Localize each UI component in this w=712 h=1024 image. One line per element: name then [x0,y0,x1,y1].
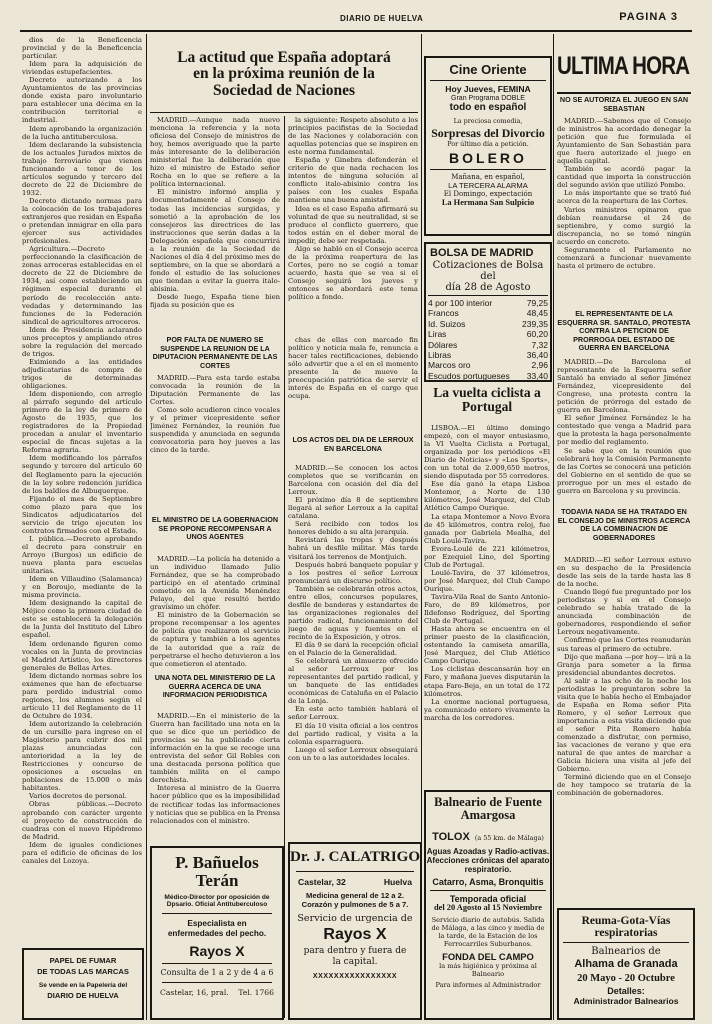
paragraph: I. pública.—Decreto aprobando el decreto para construir en Arroyo (Burgos) un edificio de nueva planta para escuelas unitarias. [22,534,142,576]
reuma-line5: Administrador Balnearios [573,996,679,1007]
article-lerroux [288,464,418,836]
paragraph: Como solo acudieron cinco vocales y el primer vicepresidente señor Jiménez Fernández, la reunión fue suspendida y anunciada en segunda convocatoria para hoy jueves a las cinco de la tarde. [150,406,280,455]
paragraph: Terminó diciendo que en el Consejo de hoy tampoco se trataría de la combinación de gobernadores. [557,773,691,798]
paragraph: Se celebrará un almuerzo ofrecido al señor Lerroux por los representantes del partido radical, y un banquete de las entidades económicas de Cataluña en el Palacio de la Lonja. [288,657,418,706]
paragraph: Varios decretos de personal. [29,792,127,801]
paragraph: dios de la Beneficencia provincial y de la Beneficencia particular. [22,36,142,61]
bolsa-table [426,298,550,381]
headline-santalo: EL REPRESENTANTE DE LA ESQUERRA SR. SANTALO, PROTESTA CONTRA LA PETICION DE PRORROGA DEL ESTADO DE GUERRA EN BARCELONA [557,310,691,353]
ad-calatrigo-name: Dr. J. CALATRIGO [290,849,421,865]
ad-calatrigo-city: Huelva [383,876,412,887]
paragraph: Idem para la adquisición de viviendas estupefacientes. [22,60,142,77]
paragraph: También se acordó pagar la cantidad que importa la construcción del segundo avión que utilizó Pombo. [557,165,691,190]
bolsa-row [426,371,550,381]
ultima-hora-banner [557,52,693,92]
article-santalo [557,358,691,506]
cine-film3: La Hermana San Sulpicio [441,198,535,208]
headline-suspende: POR FALTA DE NUMERO SE SUSPENDE LA REUNION DE LA DIPUTACION PERMANENTE DE LAS CORTES [152,336,278,370]
paragraph: Cuando llegó fue preguntado por los periodistas y si en el Consejo celebrado se había tratado de la anunciada combinación de gobernadores, respondiendo el señor Lerroux negativamente. [557,588,691,637]
paragraph: Lo más importante que se trató fué acerca de la reapertura de las Cortes. [557,189,691,206]
cine-line8: El Domingo, expectación [443,190,533,199]
paragraph: MADRID.—El señor Lerroux estuvo en su despacho de la Presidencia desde las seis de la tarde hasta las 8 de la noche. [557,556,691,589]
paragraph: Decreto dictando normas para la colocación de los trabajadores extranjeros que residan en España o pretendan inmigrar en ella para ejercer sus actividades profesionales. [22,196,142,246]
paragraph: MADRID.—Para esta tarde estaba convocada la reunión de la Diputación Permanente de las Cortes. [150,374,280,407]
paragraph: También se celebrarán otros actos, entre ellos, concursos populares, desfile de banderas y estandartes de las organizaciones regionales del partido radical, funcionamiento del juego de aguas y fuentes en el recinto de la Exposición, y otros. [288,584,418,641]
reuma-line2: Alhama de Granada [574,958,678,971]
bolsa-label: Marcos oro [428,360,471,371]
reuma-line1: Balnearios de [591,946,661,958]
paragraph: España y Ginebra defenderán el criterio de que nada rechacen los intentos de ninguna solución al conflicto italo-abisinio contra los países con los cuales España mantiene una buena amistad. [288,156,418,205]
header-title: DIARIO DE HUELVA [340,14,424,23]
paragraph: Será recibido con todos los honores debido a su alta jerarquía. [288,520,418,537]
paragraph: El próximo día 8 de septiembre llegará al señor Lerroux a la capital catalana. [288,496,418,521]
paragraph: Idem de Presidencia aclarando unos preceptos y ampliando otros sobre la regulación del mercado de trigos. [22,325,142,358]
paragraph: El ministro de la Gobernación se propone recompensar a los agentes de policía que realizaron el servicio de captura y también a los agentes de la autoridad que a raíz de perpetrarse el hecho detuvieron a los que cometieron el atentado. [150,611,280,668]
bolsa-value: 79,25 [526,298,548,308]
paragraph: Eximiendo a las entidades adjudicatarias de compra de trigos de determinadas obligaciones. [22,357,142,391]
bolsa-label: Liras [428,329,447,340]
paragraph: El día 9 se dará la recepción oficial en el Palacio de la Generalidad. [288,641,418,658]
ad-papel-line1: PAPEL DE FUMAR [49,956,117,965]
ad-balneario-tolox [424,790,552,1020]
paragraph: Obras públicas.—Decreto aprobando con carácter urgente el proyecto de construcción de cuadras con el nuevo Hipódromo de Madrid. [22,800,142,841]
headline-vuelta-line2: Portugal [461,399,513,415]
paragraph: Idem dictando normas sobre los exámenes que han de efectuarse para perdido industrial como regiones, los alumnos según el artículo 11 del Reglamento de 11 de Octubre de 1934. [22,671,142,720]
headline-vuelta-line1: La vuelta ciclista a [433,386,541,400]
tolox-fonda: FONDA DEL CAMPO [442,950,534,962]
headline-gobernadores: TODAVIA NADA SE HA TRATADO EN EL CONSEJO DE MINISTROS ACERCA DE LA COMBINACION DE GOBERNADORES [557,508,691,542]
ad-banuelos-line3: Especialista en enfermedades del pecho. [167,918,267,938]
paragraph: Idem autorizando la celebración de un cursillo para ingreso en el Magisterio para cubrir dos mil plazas anunciadas con anterioridad a la ley de Restricciones y concurso de oposiciones a escuelas en poblaciones de 15.000 o más habitantes. [22,719,142,793]
main-headline-line3: Sociedad de Naciones [212,81,356,99]
ad-banuelos-line1: Médico-Director por oposición de [164,893,270,901]
article-gobernadores [557,556,691,904]
ad-calatrigo-line1: Medicina general de 12 a 2. [306,890,404,900]
paragraph: Se sabe que en la reunión que celebrará hoy la Comisión Permanente de las Cortes se conocerá una petición del Gobierno en el sentido de que se prorrogue por un mes el estado de guerra en Barcelona y su provincia. [557,446,691,495]
headline-vuelta [424,386,550,422]
bolsa-label: Dólares [428,339,458,350]
paragraph: Varios ministros opinaron que debían reanudarse el 24 de septiembre, y como surgió la discrepancia, no se tomó ningún acuerdo en concreto. [557,205,691,246]
cine-line5: Por último día a petición. [447,140,529,149]
paragraph: Fijando el mes de Septiembre como plazo para que los Sindicatos adjudicatarios del servicio de trigo ejecuten los contratos firmados con el Estado. [22,494,142,535]
paragraph: Idem de iguales condiciones para el edificio de oficinas de los canales del Lozoya. [22,840,142,865]
paragraph: Revistará las tropas y después habrá un desfile militar. Más tarde visitará los terrenos de Montjuich. [288,536,418,561]
paragraph: Loulé-Tavira, de 37 kilómetros, por José Marquez, del Club Campo Ourique. [424,568,550,593]
article-nota-guerra [150,712,280,842]
ad-calatrigo-rayos: Rayos X [323,925,387,943]
bolsa-row [426,360,550,370]
main-headline [150,50,418,116]
paragraph: Seguramente el Parlamento no comenzará a funcionar nuevamente hasta el primero de octubre. [557,245,691,270]
paragraph: MADRID.—La policía ha detenido a un individuo llamado Julio Fernández, que se ha comprobado participó en el atentado criminal cometido en la Avenida Menéndez Pelayo, del que resultó herido gravísimo un chófer. [150,555,280,612]
paragraph: El día 10 visita oficial a los centros del partido radical, y visita a la colonia esparraguera. [288,721,418,746]
paragraph: Al salir a las ocho de la noche los periodistas le preguntaron sobre la visita que le había hecho el Embajador de España en Roma señor Pita Romero, y el señor Lerroux que importancia a esta visita diciendo que el señor Pita Romero había comenzado a disfrutar, con permiso, las vacaciones de verano y que era natural de que antes de marchar a Galicia hiciera una visita al jefe del Gobierno. [557,676,691,774]
ad-papel-line2: DE TODAS LAS MARCAS [37,967,129,976]
paragraph: Después habrá banquete popular y a los postres el señor Lerroux pronunciará un discurso político. [288,560,418,585]
main-headline-line1: La actitud que España adoptará [177,50,391,66]
cine-line7: LA TERCERA ALARMA [448,181,528,191]
bolsa-title: BOLSA DE MADRID [430,247,534,259]
ad-calatrigo-line5: para dentro y fuera de la capital. [303,945,407,967]
cine-line3: todo en español [449,102,527,113]
ad-reuma-alhama [557,908,695,1020]
paragraph: En este acto también hablará el señor Lerroux. [288,705,418,722]
column-decrees [22,36,142,944]
paragraph: Interesa al ministro de la Guerra hacer público que es la imposibilidad de rectificar todas las informaciones y noticias que se publica en la Prensa relacionados con el ministro. [150,784,280,825]
headline-juego: NO SE AUTORIZA EL JUEGO EN SAN SEBASTIAN [559,96,689,113]
tolox-line5: la más higiénica y próxima al Balneario [439,961,537,978]
ad-banuelos-name: P. Bañuelos Terán [175,853,259,890]
bolsa-row [426,340,550,350]
bolsa-value: 7,32 [531,339,548,350]
bolsa-label: Escudos portugueses [428,370,510,381]
page-number: PAGINA 3 [619,11,678,23]
main-headline-line2: en la próxima reunión de la [193,65,375,83]
tolox-line3: Catarro, Asma, Bronquitis [432,876,544,887]
paragraph: Idem modificando los párrafos segundo y tercero del artículo 60 del Reglamento para la ejecución de la ley sobre redención jurídica de los baldíos de Albuquerque. [22,454,142,495]
bolsa-label: 4 por 100 interior [428,298,493,308]
cine-title: Cine Oriente [449,62,527,77]
bolsa-label: Libras [428,350,452,361]
bolsa-row [426,350,550,360]
paragraph: MADRID.—Sabemos que el Consejo de ministros ha acordado denegar la petición que fue formulada el Ayuntamiento de San Sebastián para que fuera autorizado el juego en aquella capital. [557,117,691,166]
ad-banuelos-rayos: Rayos X [189,942,245,959]
paragraph: Idem ordenando figuren como vocales en la Junta de provincias el Madrid Artístico, los directores generales de Bellas Artes. [22,639,142,672]
bolsa-value: 48,45 [526,308,548,319]
cine-line2: Gran Programa DOBLE [451,95,525,102]
ad-banuelos-address: Castelar, 16, pral. [160,987,229,997]
article-vuelta [424,424,550,784]
ad-banuelos-tel: Tel. 1766 [238,987,274,997]
bolsa-madrid [424,242,552,382]
ad-calatrigo-border: XXXXXXXXXXXXXXXX [312,972,398,980]
bolsa-subtitle1: Cotizaciones de Bolsa del [432,260,544,282]
bolsa-label: Francos [428,308,459,319]
ad-papel-fumar [22,948,144,1020]
reuma-title: Reuma-Gota-Vías respiratorias [581,915,671,940]
paragraph: Idem en Villaudino (Salamanca) y en Boroujo, mediante de la misma provincia. [22,575,142,600]
paragraph: Luego el señor Lerroux obsequiará con un te a las autoridades locales. [288,745,418,762]
paragraph: Idea es el caso España afirmará su voluntad de que su neutralidad, si se produce el conflicto guerrero, que todos están en el deber moral de impedir, debe ser respetada. [288,204,418,245]
paragraph: Évora-Loulé de 221 kilómetros, por Ezequiel Lino, del Sporting Club de Portugal. [424,544,550,569]
paragraph: Idem declarando la subsistencia de los actuales Jurados mixtos de trabajo ferroviario que vienen funcionando a tenor de los artículos segundo y tercero del decreto de 22 de Diciembre de 1932. [22,140,142,197]
tolox-line6: Para informes al Administrador [435,980,541,989]
ultima-hora-title: ULTIMA HORA [557,52,690,80]
paragraph: Tavira-Vila Real de Santo Antonio-Faro, de 89 kilómetros, por Ildefonso Rodríguez, del Sporting Club de Portugal. [424,592,550,626]
reuma-line3: 20 Mayo - 20 Octubre [577,973,675,985]
tolox-line1: Aguas Azoadas y Radio-activas. [426,847,550,856]
bolsa-value: 33,40 [526,370,548,381]
bolsa-row [426,329,550,339]
paragraph: El señor Jiménez Fernández le ha contestado que venga a Madrid para que la protesta la haga personalmente por medio del reglamento. [557,414,691,447]
paragraph: MADRID.—De Barcelona el representante de la Esquerra señor Santaló ha enviado al señor Jiménez Fernández, vicepresidente del Congreso, una protesta contra la petición de prórroga del estado de guerra en Barcelona. [557,358,691,415]
paragraph: La etapa Montemor a Novo Évora de 45 kilómetros, contra reloj, fue ganada por Gabriela Mealha, del Club Loulé-Tavira. [424,512,550,545]
paragraph: MADRID.—En el ministerio de la Guerra han facilitado una nota en la que se dice que un periódico de provincias se ha publicado cierta información en la que se recoge una entrevista del señor Gil Robles con una destacada persona política que también milita en el campo derechista. [150,712,280,785]
paragraph: Hasta ahora se encuentra en el primer puesto de la clasificación, ostentando la camiseta amarilla, José Marquez, del Club Atlético Campo Ourique. [424,625,550,666]
ad-banuelos-hours: Consulta de 1 a 2 y de 4 a 6 [160,967,274,977]
paragraph: LISBOA.—El último domingo empezó, con el mayor entusiasmo, la VI Vuelta Ciclista a Portugal, organizada por los periódicos «El Diario de Noticias» y «Los Sports», con un total de 2.009,650 metros, siendo disputada por 55 corredores. [424,424,550,481]
paragraph: Desde luego, España tiene bien fijada su posición que es [150,293,280,310]
main-article-col-a [150,116,280,334]
tolox-season-title: Temporada oficial [449,893,527,904]
paragraph: Confirmó que las Cortes reanudarán sus tareas el primero de octubre. [557,636,691,653]
article-juego [557,117,691,307]
headline-gobernacion: EL MINISTRO DE LA GOBERNACION SE PROPONE RECOMPENSAR A UNOS AGENTES [151,516,279,542]
paragraph: Agricultura.—Decreto perfeccionando la clasificación de zonas arroceras establecidas en el decreto de 22 de Diciembre de 1934, así como estableciendo un régimen especial durante el período de recolección ante-vedadas y determinando las funciones de la Federación sindical de agricultores arroceros. [22,245,142,326]
tolox-line4: Servicio diario de autobús. Salida de Málaga, a las cinco y media de la tarde, de la Estación de los Ferrocarriles Suburbanos. [431,915,545,948]
cine-line6: Mañana, en español, [451,173,525,182]
main-article-continuation [288,336,418,434]
article-gobernacion [150,555,280,673]
bolsa-label: Id. Suizos [428,318,466,329]
paragraph: Idem designando la capital de Méjico como la primera ciudad de este se establecerá la delegación de la Junta del Instituto del Libro español. [22,599,142,640]
paragraph: Idem disponiendo, con arreglo al párrafo segundo del artículo primero de la ley de primero de Agosto de 1935, que los registradores de la Propiedad procedan a anular el inventario especial de fincas sujetas a la Reforma agraria. [22,390,142,455]
paragraph: Dijo que mañana —por hoy— irá a la Granja para someter a la firma presidencial abundantes decretos. [557,652,691,677]
paragraph: Algo se habló en el Consejo acerca de la próxima reapertura de las Cortes, pero no se cogió a tomar acuerdo, hasta que se vea si el Consejo seguirá los jueves y entonces se abordará este tema político a fondo. [288,244,418,302]
cine-line4: La preciosa comedia, [453,117,523,125]
bolsa-row [426,319,550,329]
paragraph: MADRID.—Aunque nada nuevo menciona la referencia y la nota oficiosa del Consejo de ministros de hoy, hemos averiguado que la parte más interesante de la deliberación ministerial fue la deliberación que hizo el ministro de Estado señor Rocha en lo que se refiere a la política internacional. [150,116,280,189]
headline-nota-guerra: UNA NOTA DEL MINISTERIO DE LA GUERRA ACERCA DE UNA INFORMACION PERIODISTICA [154,674,276,700]
paragraph: Idem aprobando la organización de la lucha antituberculosa. [22,124,142,141]
paragraph: Los ciclistas descansarán hoy en Faro, y mañana jueves disputarán la etapa Faro-Beja, en un total de 172 kilómetros. [424,665,550,698]
paragraph: El ministro informó amplia y documentadamente al Consejo de todas las incidencias surgidas, y sometió a la aprobación de los consejeros las directrices de las instrucciones que serán dadas a la Delegación española que concurrirá a la reunión de la Sociedad de Naciones el día 4 del próximo mes de septiembre, en la que se abordará a fondo el estudio de las soluciones que tiendan a evitar la guerra italo-abisinia. [150,188,280,293]
ad-calatrigo [288,842,422,1020]
main-article-col-b [288,116,418,334]
page-header [20,8,692,32]
ad-banuelos-line2: Dpsario. Oficial Antituberculoso [166,900,268,908]
tolox-title: Balneario de Fuente Amargosa [434,795,542,822]
article-suspende [150,374,280,514]
tolox-sub2: (a 55 km. de Málaga) [474,834,544,842]
tolox-sub: TOLOX [432,831,470,843]
headline-lerroux: LOS ACTOS DEL DIA DE LERROUX EN BARCELONA [292,436,414,453]
cine-film2: BOLERO [449,150,527,167]
paragraph: Ese día ganó la etapa Lisboa Montemor, a Norte de 130 kilómetros, José Marquez, del Club Atlético Campo Ourique. [424,480,550,513]
ad-banuelos [150,846,284,1020]
ad-calatrigo-street: Castelar, 32 [298,876,346,887]
ad-papel-line4: DIARIO DE HUELVA [47,991,119,1000]
bolsa-row [426,298,550,308]
paragraph: La enorme nacional portuguesa, ya comunicado entero vivamente la marcha de los corredores. [424,697,550,722]
cine-film1: Sorpresas del Divorcio [431,126,545,140]
paragraph: MADRID.—Se conocen los actos completos que se verificarán en Barcelona con ocasión del día del Lerroux. [288,464,418,497]
paragraph: Decreto autorizando a los Ayuntamientos de las provincias donde exista paro involuntario para establecer una décima en la contribución territorial e industrial. [22,76,142,125]
ad-cine-oriente [424,56,552,236]
ad-papel-line3: Se vende en la Papelería del [38,982,128,989]
bolsa-value: 2,96 [531,360,548,371]
paragraph: chas de ellas con marcado fin político y noticia mala fe, renuncia a hacer tales rectificaciones, debiendo sólo advertir que a el en el momento presente la de mueve la preocupación patriótica de servir el interés de España en el cargo que ocupa. [288,336,418,401]
bolsa-row [426,308,550,318]
reuma-line4: Detalles: [607,986,645,997]
bolsa-value: 239,35 [522,318,548,329]
bolsa-subtitle2: día 28 de Agosto [445,282,531,293]
ad-calatrigo-line2: Corazón y pulmones de 5 a 7. [301,899,409,909]
tolox-line2: Afecciones crónicas del aparato respiratorio. [426,856,550,875]
paragraph: la siguiente: Respeto absoluto a los principios pacifistas de la Sociedad de las Naciones y colaboración con aquellas potencias que se inspiren en este norma fundamental. [288,116,418,157]
ad-calatrigo-line3: Servicio de urgencia de [297,912,413,924]
cine-line1: Hoy Jueves, FEMINA [445,84,531,94]
tolox-season: del 20 Agosto al 15 Noviembre [433,902,542,912]
bolsa-value: 36,40 [526,350,548,361]
bolsa-value: 60,20 [526,329,548,340]
